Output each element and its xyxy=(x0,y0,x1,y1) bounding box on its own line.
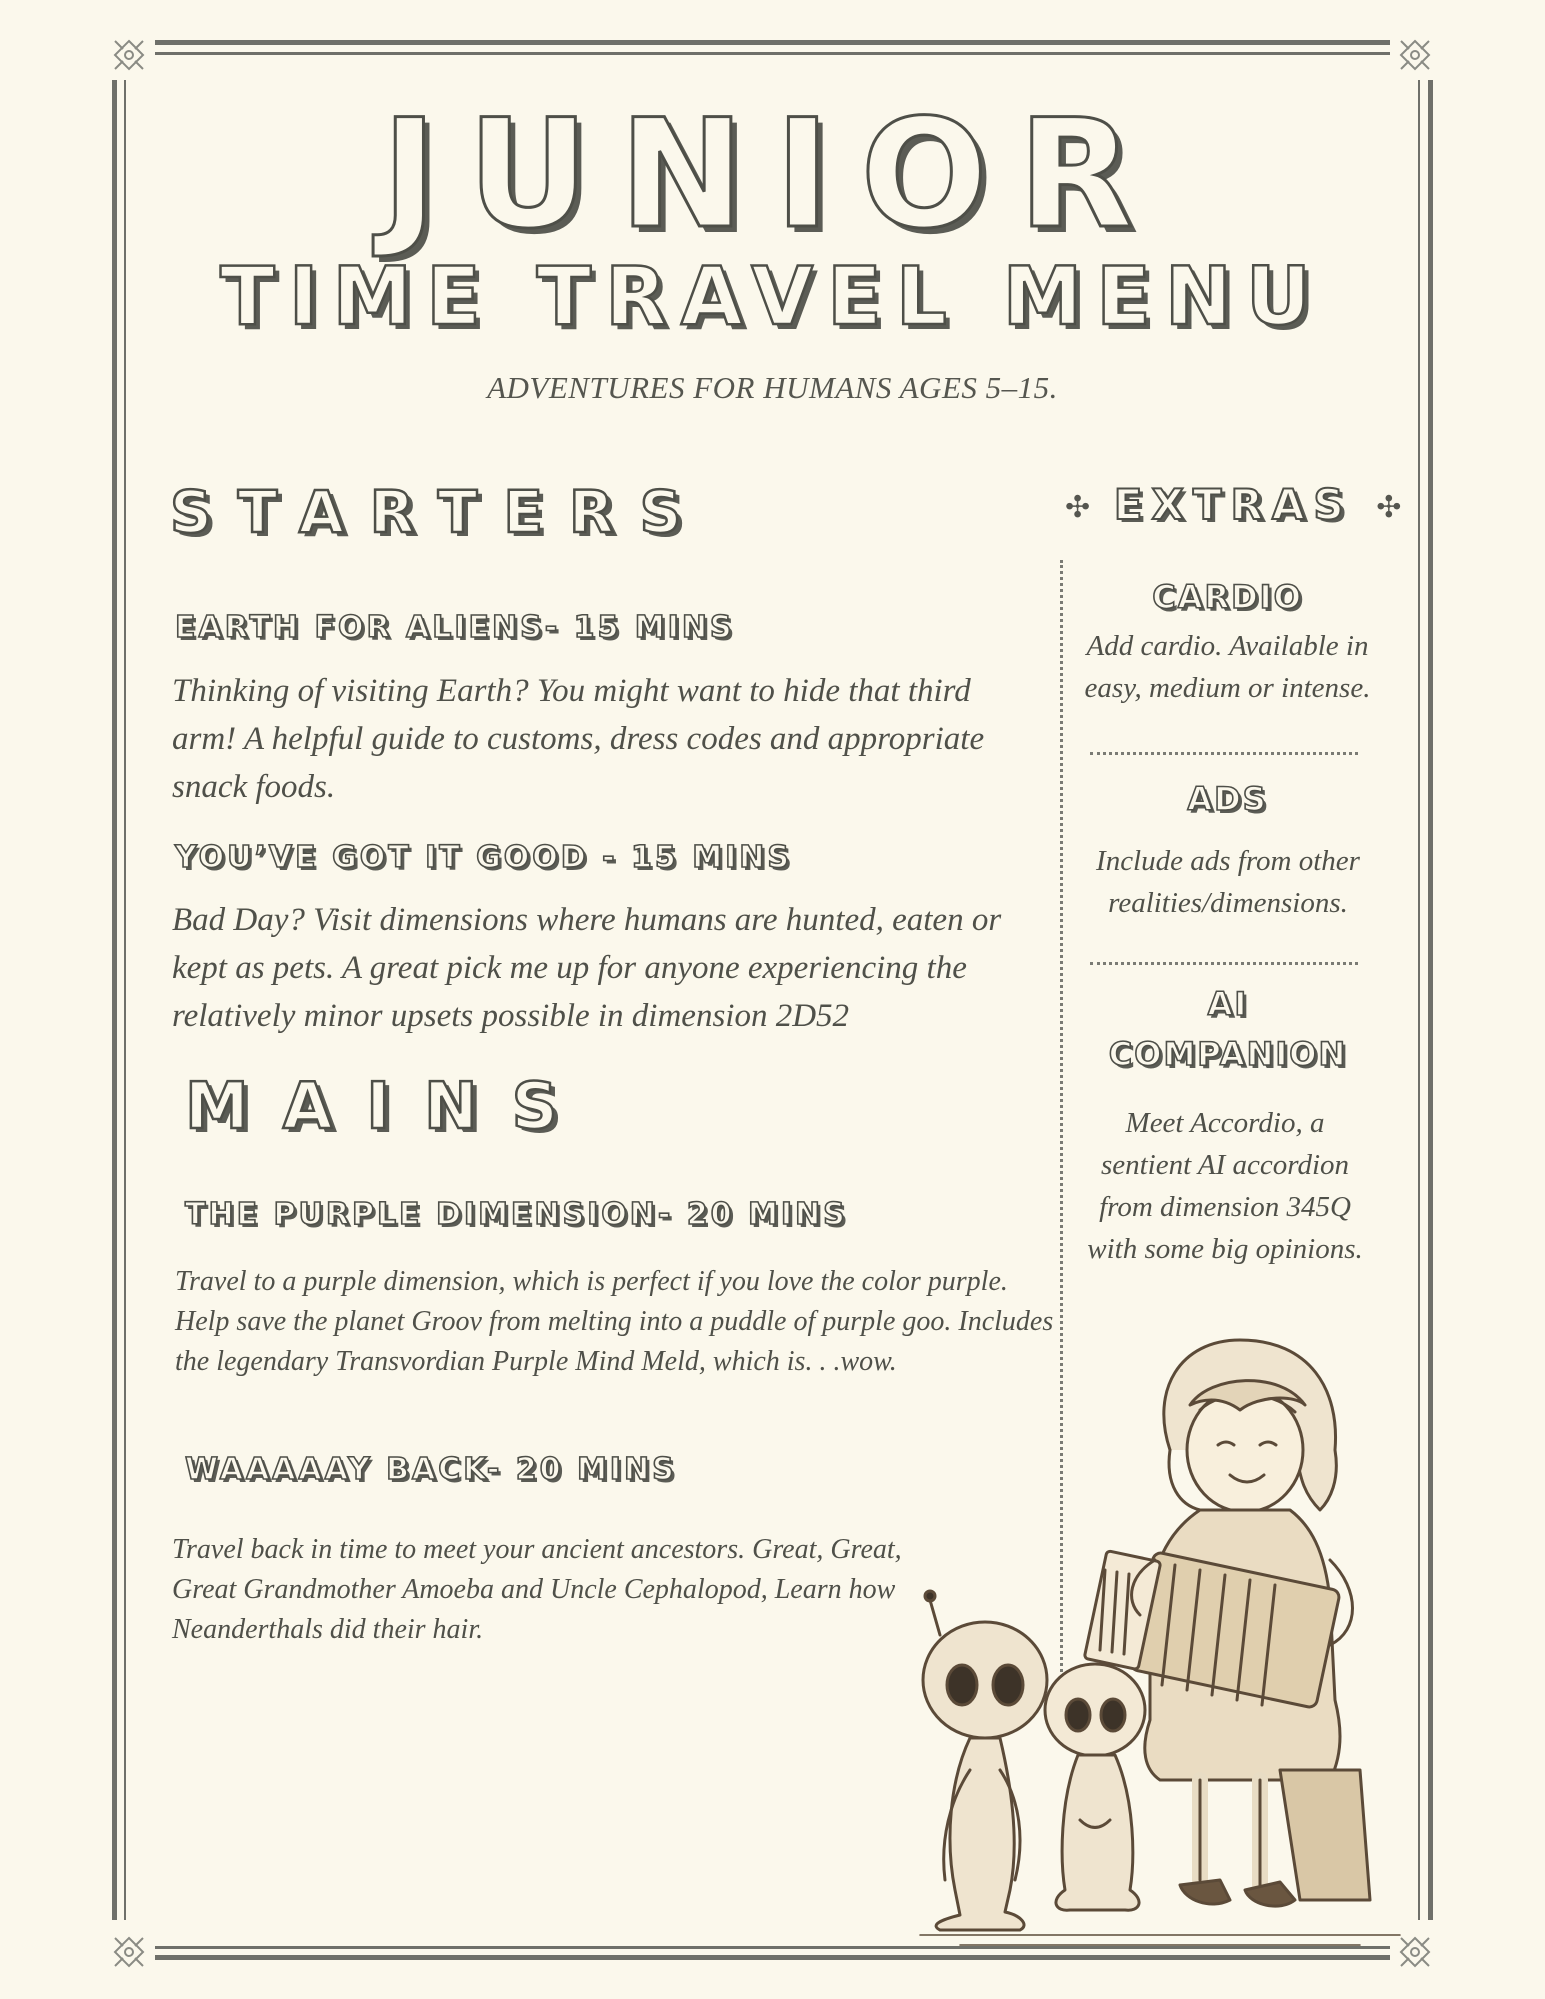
ornament-icon: ✣ xyxy=(1065,490,1091,525)
starters-heading: STARTERS xyxy=(170,478,708,546)
main-item-title: THE PURPLE DIMENSION- 20 MINS xyxy=(185,1197,848,1232)
main-item-title: WAAAAAY BACK- 20 MINS xyxy=(185,1452,677,1487)
extra-item-description: Include ads from other realities/dimensions. xyxy=(1096,845,1360,920)
mains-heading: MAINS xyxy=(185,1070,592,1144)
corner-ornament-icon xyxy=(112,38,146,72)
corner-ornament-icon xyxy=(1398,38,1432,72)
extra-item-description: Add cardio. Available in easy, medium or intense. xyxy=(1084,630,1371,705)
frame-top-line xyxy=(155,40,1390,45)
ornament-icon: ✣ xyxy=(1376,490,1402,525)
extras-separator xyxy=(1090,752,1358,755)
girl-accordion-aliens-illustration xyxy=(900,1300,1420,1960)
frame-left-line xyxy=(112,80,117,1920)
frame-right-line xyxy=(1428,80,1433,1920)
starter-item-description: Bad Day? Visit dimensions where humans are hunted, eaten or kept as pets. A great pick me up for anyone experiencing the relatively minor upsets possible in dimension 2D52 xyxy=(172,902,1002,1034)
extras-heading xyxy=(1065,480,1402,529)
main-item-description: Travel back in time to meet your ancient ancestors. Great, Great, Great Grandmother Amoeba and Uncle Cephalopod, Learn how Neanderthals did their hair. xyxy=(172,1534,902,1645)
extra-item-description: Meet Accordio, a sentient AI accordion from dimension 345Q with some big opinions. xyxy=(1087,1107,1363,1266)
starter-item-description: Thinking of visiting Earth? You might want to hide that third arm! A helpful guide to customs, dress codes and appropriate snack foods. xyxy=(172,673,985,805)
extras-separator xyxy=(1090,962,1358,965)
menu-tagline: ADVENTURES FOR HUMANS AGES 5–15. xyxy=(487,370,1058,405)
extras-heading-text: EXTRAS xyxy=(1113,480,1353,529)
frame-left-line-inner xyxy=(124,80,126,1920)
starter-item-title: EARTH FOR ALIENS- 15 MINS xyxy=(175,610,735,645)
starter-item-title: YOU’VE GOT IT GOOD - 15 MINS xyxy=(175,840,792,875)
frame-top-line-inner xyxy=(155,52,1390,55)
corner-ornament-icon xyxy=(112,1935,146,1969)
menu-title: JUNIOR xyxy=(381,88,1164,262)
menu-subtitle: TIME TRAVEL MENU xyxy=(220,250,1325,343)
extra-item-title: CARDIO xyxy=(1152,578,1303,616)
extra-item-title: ADS xyxy=(1187,780,1268,818)
extra-item-title: AI COMPANION xyxy=(1108,985,1348,1073)
main-item-description: Travel to a purple dimension, which is perfect if you love the color purple. Help save the planet Groov from melting into a puddle of purple goo. Includes the legendary Transvordian Purple Mind Meld, which is. . .wow. xyxy=(175,1266,1054,1377)
